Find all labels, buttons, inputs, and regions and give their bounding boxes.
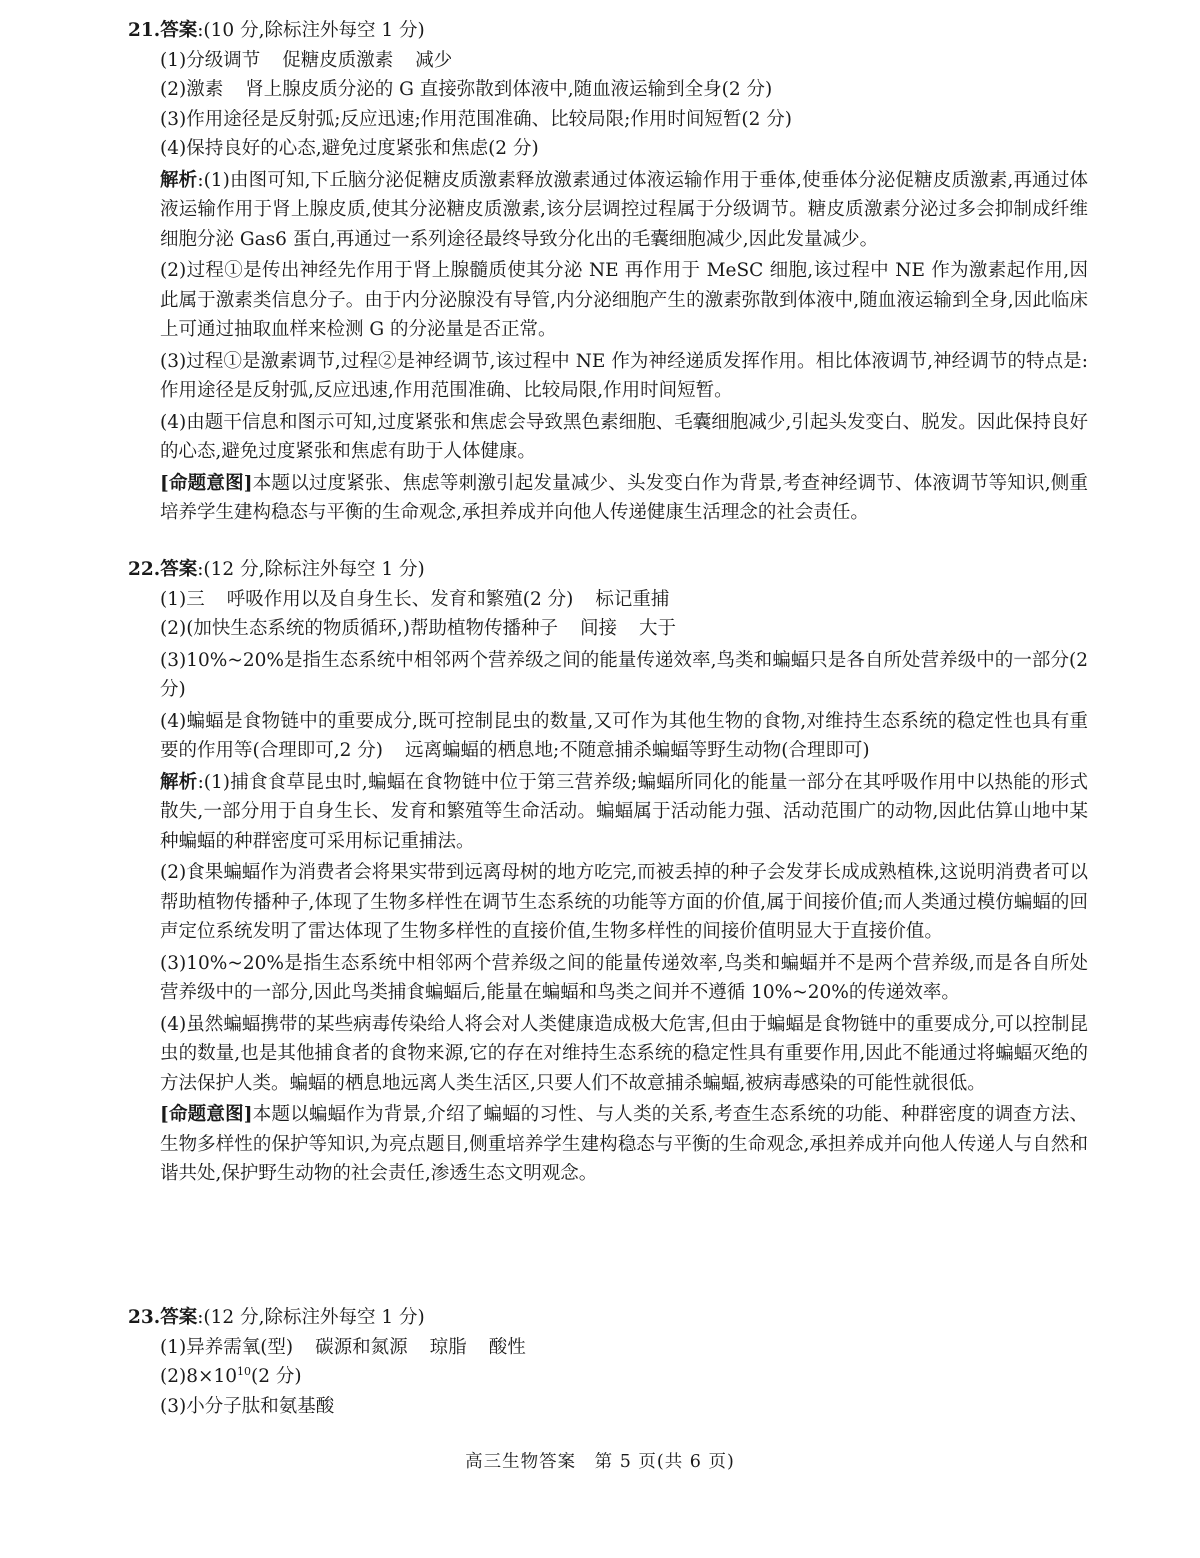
q21-a1-part2: 促糖皮质激素 [282, 49, 394, 71]
q21-answer-1 [128, 46, 1088, 76]
q23-a1-part1: (1)异养需氧(型) [160, 1336, 294, 1358]
q22-intent-text: 本题以蝙蝠作为背景,介绍了蝙蝠的习性、与人类的关系,考查生态系统的功能、种群密度的调查方法、生物多样性的保护等知识,为亮点题目,侧重培养学生建构稳态与平衡的生命观念,承担养成并向他人传递人与自然和谐共处,保护野生动物的社会责任,渗透生态文明观念。 [160, 1104, 1088, 1184]
q21-a2-part1: (2)激素 [160, 79, 224, 100]
q22-answer-2 [128, 614, 1088, 644]
q21-analysis-3: (3)过程①是激素调节,过程②是神经调节,该过程中 NE 作为神经递质发挥作用。相比体液调节,神经调节的特点是:作用途径是反射弧,反应迅速,作用范围准确、比较局限,作用时间短暂。 [160, 350, 1088, 401]
q21-a1-part1: (1)分级调节 [160, 49, 261, 71]
q21-analysis-1-text: :(1)由图可知,下丘脑分泌促糖皮质激素释放激素通过体液运输作用于垂体,使垂体分泌促糖皮质激素,再通过体液运输作用于肾上腺皮质,使其分泌糖皮质激素,该分层调控过程属于分级调节。糖皮质激素分泌过多会抑制成纤维细胞分泌 Gas6 蛋白,再通过一系列途径最终导致分化出的毛囊细胞减少,因此发量减少。 [160, 169, 1088, 250]
q22-answer-label: 答案 [160, 559, 198, 580]
q21-analysis-1 [128, 166, 1088, 255]
q22-analysis-label: 解析 [160, 771, 198, 793]
q22-answer-note: :(12 分,除标注外每空 1 分) [197, 559, 425, 580]
q23-answer-note: :(12 分,除标注外每空 1 分) [197, 1307, 425, 1328]
question-21 [128, 16, 1088, 529]
q21-a2-part2: 肾上腺皮质分泌的 G 直接弥散到体液中,随血液运输到全身(2 分) [245, 79, 773, 100]
q23-answer-3: (3)小分子肽和氨基酸 [160, 1395, 335, 1417]
q23-a1-part2: 碳源和氮源 [315, 1336, 408, 1358]
q21-answer-2 [128, 75, 1088, 105]
q22-analysis-4: (4)虽然蝙蝠携带的某些病毒传染给人将会对人类健康造成极大危害,但由于蝙蝠是食物链中的重要成分,可以控制昆虫的数量,也是其他捕食者的食物来源,它的存在对维持生态系统的稳定性具有重要作用,因此不能通过将蝙蝠灭绝的方法保护人类。蝙蝠的栖息地远离人类生活区,只要人们不故意捕杀蝙蝠,被病毒感染的可能性就很低。 [160, 1013, 1088, 1094]
q23-number: 23. [128, 1307, 161, 1328]
question-23 [128, 1303, 1088, 1421]
q23-a2-suffix: (2 分) [251, 1366, 302, 1387]
q21-answer-4: (4)保持良好的心态,避免过度紧张和焦虑(2 分) [160, 138, 539, 159]
q22-analysis-3: (3)10%~20%是指生态系统中相邻两个营养级之间的能量传递效率,鸟类和蝙蝠并不是两个营养级,而是各自所处营养级中的一部分,因此鸟类捕食蝙蝠后,能量在蝙蝠和鸟类之间并不遵循 10%~20%的传递效率。 [160, 952, 1088, 1003]
page-footer: 高三生物答案 第 5 页(共 6 页) [465, 1452, 735, 1472]
q23-a2-prefix: (2)8×10 [160, 1366, 238, 1387]
q22-a4-part1: (4)蝙蝠是食物链中的重要成分,既可控制昆虫的数量,又可作为其他生物的食物,对维持生态系统的稳定性也具有重要的作用等(合理即可,2 分) [160, 710, 1088, 761]
q22-intent-label: [命题意图] [160, 1104, 253, 1125]
q21-analysis-4: (4)由题干信息和图示可知,过度紧张和焦虑会导致黑色素细胞、毛囊细胞减少,引起头发变白、脱发。因此保持良好的心态,避免过度紧张和焦虑有助于人体健康。 [160, 411, 1088, 462]
q22-a1-part1: (1)三 [160, 588, 205, 610]
q21-intent-text: 本题以过度紧张、焦虑等刺激引起发量减少、头发变白作为背景,考查神经调节、体液调节等知识,侧重培养学生建构稳态与平衡的生命观念,承担养成并向他人传递健康生活理念的社会责任。 [160, 472, 1088, 523]
q22-answer-3: (3)10%~20%是指生态系统中相邻两个营养级之间的能量传递效率,鸟类和蝙蝠只是各自所处营养级中的一部分(2 分) [160, 649, 1088, 700]
q21-answer-header [128, 16, 1088, 46]
q22-a4-part2: 远离蝙蝠的栖息地;不随意捕杀蝙蝠等野生动物(合理即可) [404, 740, 870, 761]
q22-a2-part1: (2)(加快生态系统的物质循环,)帮助植物传播种子 [160, 618, 559, 639]
q22-answer-4 [128, 707, 1088, 766]
q22-number: 22. [128, 559, 161, 580]
q23-a1-part4: 酸性 [488, 1336, 526, 1358]
q22-analysis-1-text: :(1)捕食食草昆虫时,蝙蝠在食物链中位于第三营养级;蝙蝠所同化的能量一部分在其呼吸作用中以热能的形式散失,一部分用于自身生长、发育和繁殖等生命活动。蝙蝠属于活动能力强、活动范围广的动物,因此估算山地中某种蝙蝠的种群密度可采用标记重捕法。 [160, 771, 1088, 852]
q22-a2-part2: 间接 [580, 618, 618, 639]
q22-analysis-2: (2)食果蝙蝠作为消费者会将果实带到远离母树的地方吃完,而被丢掉的种子会发芽长成成熟植株,这说明消费者可以帮助植物传播种子,体现了生物多样性在调节生态系统的功能等方面的价值,属于间接价值;而人类通过模仿蝙蝠的回声定位系统发明了雷达体现了生物多样性的直接价值,生物多样性的间接价值明显大于直接价值。 [160, 862, 1088, 942]
q23-a2-exponent: 10 [237, 1364, 252, 1378]
q21-a1-part3: 减少 [415, 49, 453, 71]
q22-a1-part2: 呼吸作用以及自身生长、发育和繁殖(2 分) [226, 588, 574, 610]
q22-a2-part3: 大于 [639, 618, 677, 639]
q23-answer-2 [128, 1362, 1088, 1392]
q22-answer-header [128, 555, 1088, 585]
q22-intent [128, 1100, 1088, 1189]
q22-analysis-1 [128, 768, 1088, 857]
question-22 [128, 555, 1088, 1190]
q21-answer-3: (3)作用途径是反射弧;反应迅速;作用范围准确、比较局限;作用时间短暂(2 分) [160, 108, 792, 130]
q23-answer-header [128, 1303, 1088, 1333]
q21-analysis-2: (2)过程①是传出神经先作用于肾上腺髓质使其分泌 NE 再作用于 MeSC 细胞,该过程中 NE 作为激素起作用,因此属于激素类信息分子。由于内分泌腺没有导管,内分泌细胞产生的激素弥散到体液中,随血液运输到全身,因此临床上可通过抽取血样来检测 G 的分泌量是否正常。 [160, 260, 1088, 340]
q21-intent-label: [命题意图] [160, 472, 253, 494]
q22-a1-part3: 标记重捕 [595, 588, 670, 610]
q21-answer-note: :(10 分,除标注外每空 1 分) [197, 20, 425, 41]
q23-answer-1 [128, 1333, 1088, 1363]
q21-analysis-label: 解析 [160, 169, 198, 191]
q21-intent [128, 469, 1088, 528]
q23-a1-part3: 琼脂 [429, 1336, 467, 1358]
q21-number: 21. [128, 20, 161, 41]
q23-answer-label: 答案 [160, 1307, 198, 1328]
q21-answer-label: 答案 [160, 20, 198, 41]
q22-answer-1 [128, 585, 1088, 615]
